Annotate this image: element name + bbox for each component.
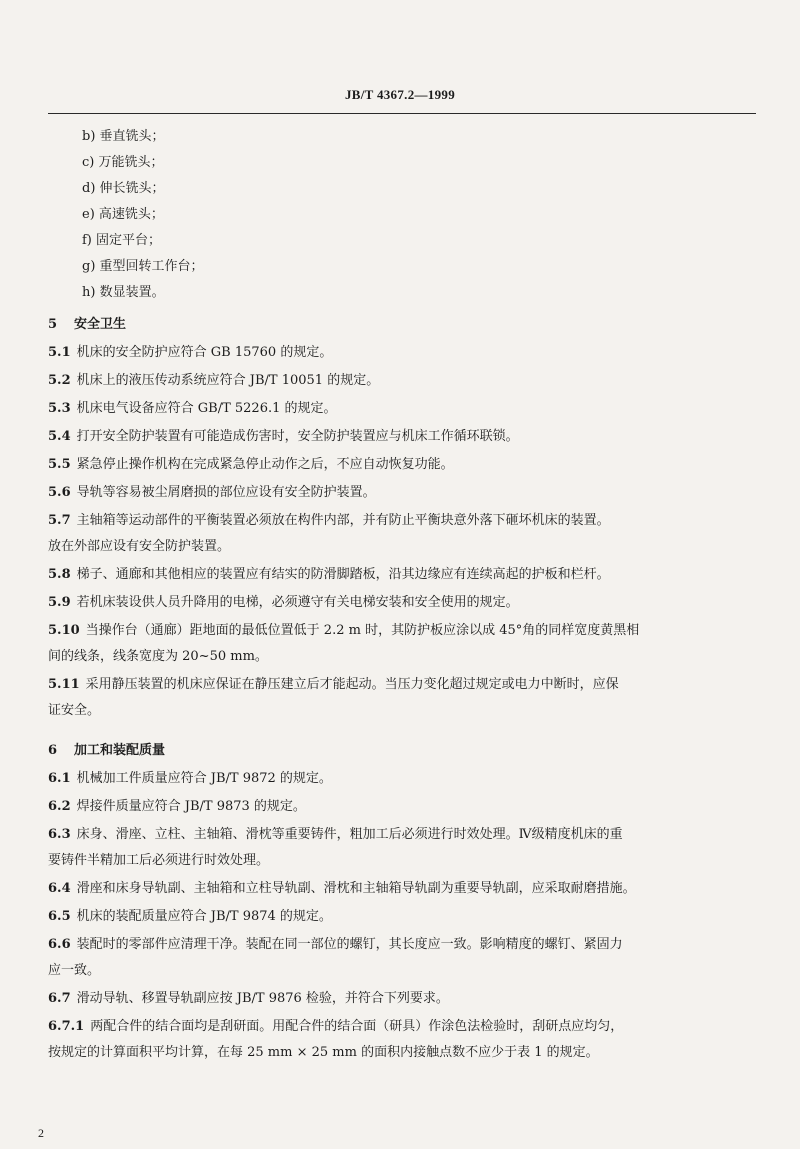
clause-6-7-1-continued: 按规定的计算面积平均计算，在每 25 mm × 25 mm 的面积内接触点数不应少于表 1 的规定。 bbox=[48, 1045, 599, 1060]
standard-code-header: JB/T 4367.2—1999 bbox=[344, 87, 456, 102]
clause-6-2: 6.2 焊接件质量应符合 JB/T 9873 的规定。 bbox=[48, 799, 306, 814]
section-number: 6 bbox=[48, 743, 58, 758]
section-heading-5 bbox=[48, 312, 756, 338]
clause-6-1: 6.1 机械加工件质量应符合 JB/T 9872 的规定。 bbox=[48, 771, 332, 786]
clause-6-3-continued: 要铸件半精加工后必须进行时效处理。 bbox=[48, 853, 270, 868]
clause-5-10-continued: 间的线条，线条宽度为 20~50 mm。 bbox=[48, 649, 268, 664]
list-item: e) 高速铣头； bbox=[82, 207, 164, 222]
list-item: h) 数显装置。 bbox=[82, 285, 165, 300]
clause-5-8: 5.8 梯子、通廊和其他相应的装置应有结实的防滑脚踏板，沿其边缘应有连续高起的护板和栏杆。 bbox=[48, 567, 610, 582]
list-item: b) 垂直铣头； bbox=[82, 129, 165, 144]
clause-6-7-1: 6.7.1 两配合件的结合面均是刮研面。用配合件的结合面（研具）作涂色法检验时，刮研点应均匀， bbox=[48, 1019, 624, 1034]
document-body bbox=[48, 124, 756, 1066]
clause-6-4: 6.4 滑座和床身导轨副、主轴箱和立柱导轨副、滑枕和主轴箱导轨副为重要导轨副，应采取耐磨措施。 bbox=[48, 881, 636, 896]
clause-5-11: 5.11 采用静压装置的机床应保证在静压建立后才能起动。当压力变化超过规定或电力中断时，应保 bbox=[48, 677, 619, 692]
clause-5-5: 5.5 紧急停止操作机构在完成紧急停止动作之后，不应自动恢复功能。 bbox=[48, 457, 454, 472]
clause-6-3: 6.3 床身、滑座、立柱、主轴箱、滑枕等重要铸件，粗加工后必须进行时效处理。Ⅳ级精度机床的重 bbox=[48, 827, 623, 842]
section-number: 5 bbox=[48, 317, 58, 332]
list-item: d) 伸长铣头； bbox=[82, 181, 165, 196]
section-title: 安全卫生 bbox=[74, 317, 127, 332]
clause-5-1: 5.1 机床的安全防护应符合 GB 15760 的规定。 bbox=[48, 345, 333, 360]
page-number: 2 bbox=[38, 1126, 44, 1140]
clause-5-7: 5.7 主轴箱等运动部件的平衡装置必须放在构件内部，并有防止平衡块意外落下砸坏机床的装置。 bbox=[48, 513, 610, 528]
section-title: 加工和装配质量 bbox=[74, 743, 166, 758]
clause-5-2: 5.2 机床上的液压传动系统应符合 JB/T 10051 的规定。 bbox=[48, 373, 380, 388]
clause-5-11-continued: 证安全。 bbox=[48, 703, 101, 718]
clause-6-6: 6.6 装配时的零部件应清理干净。装配在同一部位的螺钉，其长度应一致。影响精度的螺钉、紧固力 bbox=[48, 937, 623, 952]
header-rule bbox=[48, 113, 756, 114]
clause-6-6-continued: 应一致。 bbox=[48, 963, 101, 978]
clause-5-10: 5.10 当操作台（通廊）距地面的最低位置低于 2.2 m 时，其防护板应涂以成 45°角的同样宽度黄黑相 bbox=[48, 623, 640, 638]
clause-5-6: 5.6 导轨等容易被尘屑磨损的部位应设有安全防护装置。 bbox=[48, 485, 376, 500]
clause-5-4: 5.4 打开安全防护装置有可能造成伤害时，安全防护装置应与机床工作循环联锁。 bbox=[48, 429, 519, 444]
clause-5-9: 5.9 若机床装设供人员升降用的电梯，必须遵守有关电梯安装和安全使用的规定。 bbox=[48, 595, 519, 610]
section-heading-6 bbox=[48, 738, 756, 764]
clause-5-3: 5.3 机床电气设备应符合 GB/T 5226.1 的规定。 bbox=[48, 401, 337, 416]
clause-5-7-continued: 放在外部应设有安全防护装置。 bbox=[48, 539, 231, 554]
clause-6-7: 6.7 滑动导轨、移置导轨副应按 JB/T 9876 检验，并符合下列要求。 bbox=[48, 991, 449, 1006]
list-item: g) 重型回转工作台； bbox=[82, 259, 204, 274]
list-item: c) 万能铣头； bbox=[82, 155, 164, 170]
list-item: f) 固定平台； bbox=[82, 233, 162, 248]
clause-6-5: 6.5 机床的装配质量应符合 JB/T 9874 的规定。 bbox=[48, 909, 332, 924]
